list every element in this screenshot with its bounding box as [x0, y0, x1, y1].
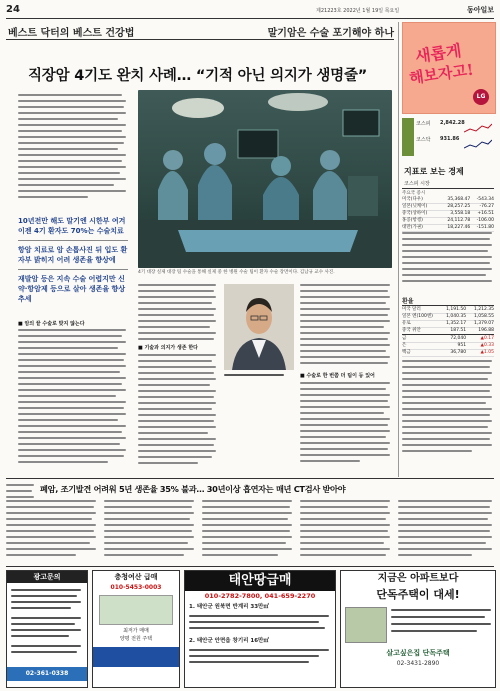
- table-row: 유로 1,352.17 1,379.07: [402, 321, 494, 326]
- table-row: 중국(상하이) 3,558.18 +16.51: [402, 211, 494, 216]
- article-headline: 직장암 4기도 완치 사례… “기적 아닌 의지가 생명줄”: [28, 68, 368, 84]
- stat-label-2: 코스닥: [416, 137, 431, 143]
- table-row: 일본 엔(100엔) 1,040.35 1,058.55: [402, 314, 494, 319]
- subhead-3: ■ 수술로 한 번쯤 더 팀이 등 있어: [300, 373, 375, 379]
- ad-classified-phone: 02-361-0338: [7, 667, 87, 681]
- ad-property-1-phone: 010-5453-0003: [110, 584, 162, 591]
- ad-house-title: 지금은 아파트보다: [377, 573, 459, 584]
- table-row: 미국 달러 1,191.50 1,212.35: [402, 307, 494, 312]
- section-tagline: 말기암은 수술 포기해야 하나: [267, 28, 394, 39]
- ad-land-item-2: 2. 태안군 안면읍 창기리 16만㎡: [189, 638, 269, 644]
- subhead-2: ■ 기술과 의지가 생존 한다: [138, 345, 198, 351]
- issue-info: 제21223호 2022년 1월 19일 목요일: [316, 8, 400, 14]
- table-row: 홍콩(항셍) 24,112.78 -106.00: [402, 218, 494, 223]
- ad-classified[interactable]: [6, 570, 88, 688]
- promo-line-2: 해보자고!: [408, 60, 475, 88]
- fx-table: [402, 296, 494, 335]
- ad-house-phone: 02-3431-2890: [396, 660, 440, 667]
- ad-house-brand: 살고싶은집 단독주택: [386, 649, 450, 657]
- promo-banner: [402, 22, 496, 114]
- table-row: 미국(다우) 35,368.47 -543.34: [402, 197, 494, 202]
- table-row: 금 72,040 ▲0.17: [402, 336, 494, 341]
- sidebar-text-block: [402, 232, 494, 292]
- ad-house-subtitle: 단독주택이 대세!: [376, 588, 460, 601]
- pullquote-1: 10년전만 해도 말기엔 시한부 여겨 이젠 4기 환자도 70%는 수술치료: [18, 217, 126, 235]
- sidebar-text-block-2: [402, 360, 494, 470]
- index-title: 지표로 보는 경제: [404, 167, 464, 176]
- table-row: 일본(닛케이) 28,257.25 -76.27: [402, 204, 494, 209]
- metal-table: [402, 334, 494, 357]
- ad-property-1-line: 최저가 매매: [123, 628, 149, 634]
- fx-table-title: 환율: [402, 296, 494, 306]
- article-body-column-1: [18, 94, 128, 204]
- market-stats: [402, 118, 494, 156]
- article-body-column-4: [300, 284, 392, 474]
- ad-land-phone: 010-2782-7800, 041-659-2270: [204, 592, 316, 600]
- stat-value-1: 2,842.28: [440, 120, 465, 126]
- section-header: [6, 24, 394, 39]
- surgery-photo: [138, 90, 392, 268]
- ad-property-1[interactable]: [92, 570, 180, 688]
- doctor-portrait: [224, 284, 294, 370]
- stat-value-2: 931.86: [440, 136, 460, 142]
- ad-land-item-1: 1. 태안군 원북면 반계리 33만㎡: [189, 604, 269, 610]
- table-row: 은 951 ▲0.33: [402, 343, 494, 348]
- pullquote-block: [18, 216, 130, 304]
- index-subtitle: 코스피 시장: [404, 181, 430, 187]
- page-number: 24: [6, 4, 20, 15]
- ad-land-title: 태안땅급매: [185, 571, 335, 591]
- paper-name: 동아일보: [466, 6, 494, 14]
- table-row: 중국 위안 187.51 196.88: [402, 328, 494, 333]
- table-row: 백금 36,780 ▲1.05: [402, 350, 494, 355]
- article-body-column-3: [138, 284, 218, 474]
- promo-line-1: 새롭게: [414, 40, 463, 67]
- stock-table-title: 주요국 증시: [402, 191, 426, 196]
- lg-logo: LG: [473, 89, 489, 105]
- table-row: 대만(가권) 18,227.46 -151.80: [402, 225, 494, 230]
- stock-table: [402, 190, 494, 232]
- subhead-1: ■ 암의 끝 수술로 맞지 않는다: [18, 321, 85, 327]
- ad-land-sale[interactable]: [184, 570, 336, 688]
- ad-house[interactable]: [340, 570, 496, 688]
- second-article-headline: 폐암, 조기발견 어려워 5년 생존율 35% 불과… 30년이상 흡연자는 매년 CT검사 받아야: [40, 484, 346, 494]
- photo-caption: 4기 대장 실제 대장 팀 수술을 통해 실제 중 한 병원 수술 팀이 환자 수술 장면이다. 김남규 교수 사진.: [138, 270, 335, 275]
- ad-property-1-title: 충청여산 급매: [114, 573, 158, 581]
- portrait-caption: [224, 372, 294, 380]
- pullquote-2: 항암 치료로 암 손톱사진 뒤 입도 환자부 밝히지 어려 생존율 향상에: [18, 246, 128, 264]
- mini-sparkline: [464, 120, 492, 154]
- second-article-body: [6, 500, 494, 566]
- article-body-column-2: [18, 320, 128, 470]
- ad-property-1-line-2: 양평 전원 주택: [119, 636, 153, 642]
- section-label: 베스트 닥터의 베스트 건강법: [8, 28, 135, 39]
- ad-classified-title: 광고문의: [7, 571, 87, 583]
- pullquote-3: 재발암 등은 지속 수술 어렵지만 신약·항암제 등으로 살아 생존율 향상 추세: [18, 275, 126, 303]
- stat-label-1: 코스피: [416, 121, 431, 127]
- masthead: [6, 4, 494, 18]
